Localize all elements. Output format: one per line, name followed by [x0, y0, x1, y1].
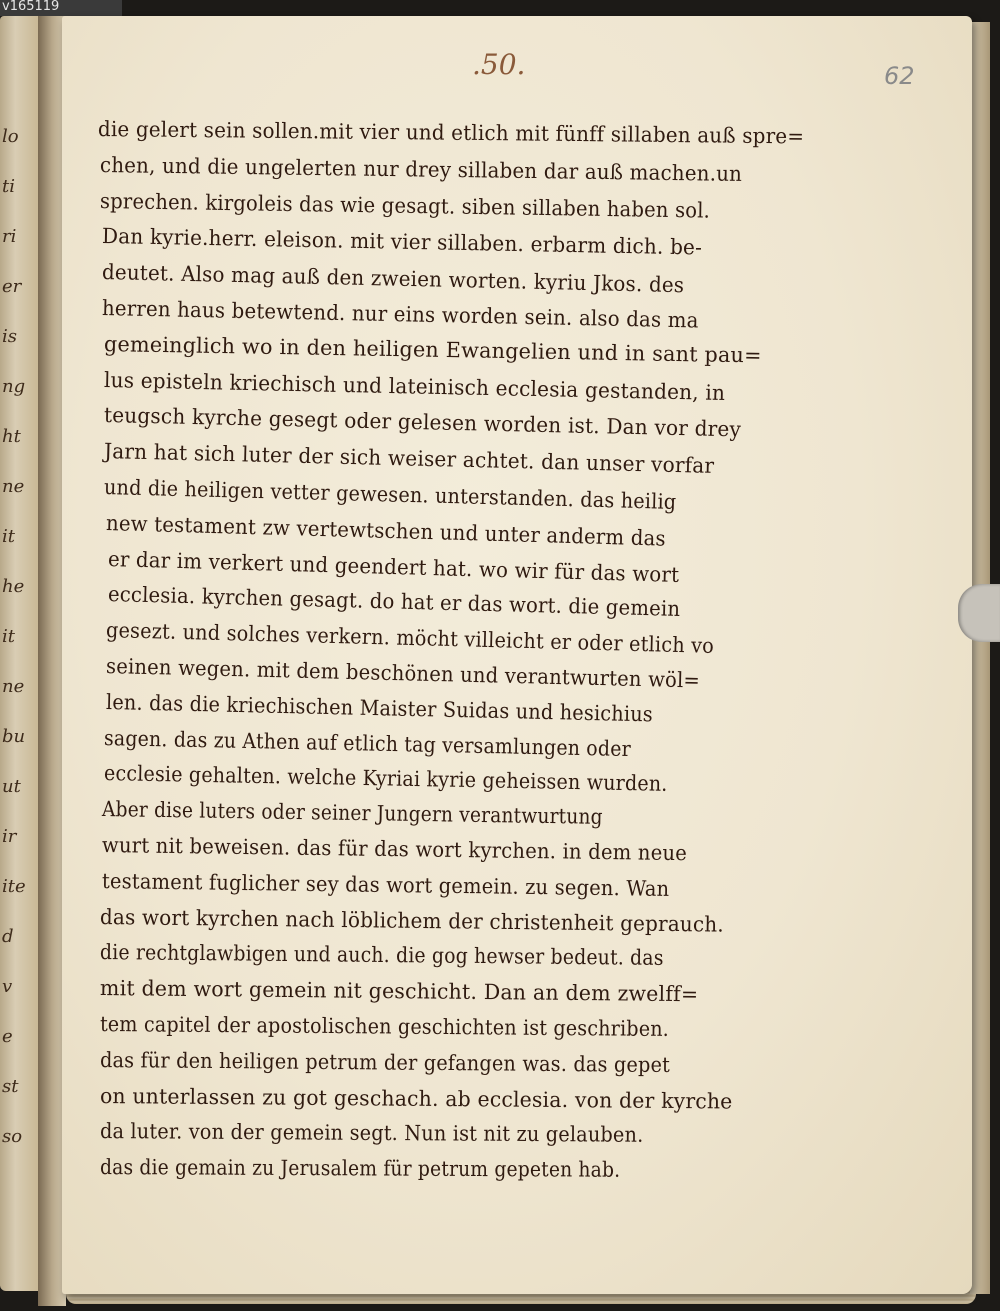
previous-page-fragment: ti: [2, 176, 15, 197]
previous-page-fragment: he: [2, 576, 25, 597]
previous-page-fragment: ir: [2, 826, 17, 847]
text-line: gemeinglich wo in den heiligen Ewangelien und in sant pau=: [103, 331, 762, 368]
text-line: chen, und die ungelerten nur drey sillaben dar auß machen.un: [99, 152, 743, 186]
previous-page-fragment: bu: [2, 726, 26, 747]
previous-page-fragment: ne: [2, 676, 25, 697]
leaf-number: 62: [884, 62, 915, 90]
previous-page-fragment: is: [2, 326, 17, 347]
text-line: da luter. von der gemein segt. Nun ist nit zu gelauben.: [99, 1119, 644, 1148]
text-line: wurt nit beweisen. das für das wort kyrchen. in dem neue: [101, 832, 688, 866]
previous-page-fragment: d: [2, 926, 14, 947]
text-line: die rechtglawbigen und auch. die gog hewser bedeut. das: [99, 940, 664, 971]
text-line: lus episteln kriechisch und lateinisch ecclesia gestanden, in: [103, 367, 726, 405]
manuscript-text: [98, 112, 858, 1186]
text-line: len. das die kriechischen Maister Suidas und hesichius: [105, 689, 654, 727]
text-line: das für den heiligen petrum der gefangen was. das gepet: [99, 1047, 671, 1077]
text-line: sprechen. kirgoleis das wie gesagt. siben sillaben haben sol.: [99, 188, 711, 223]
bookmark-tab: [958, 584, 1000, 642]
text-line: die gelert sein sollen.mit vier und etlich mit fünff sillaben auß spre=: [97, 117, 805, 149]
text-line: teugsch kyrche gesegt oder gelesen worden ist. Dan vor drey: [103, 403, 742, 442]
text-line: gesezt. und solches verkern. möcht villeicht er oder etlich vo: [105, 618, 715, 659]
previous-page-fragment: it: [2, 626, 15, 647]
text-line: Jarn hat sich luter der sich weiser achtet. dan unser vorfar: [103, 439, 715, 479]
text-line: Dan kyrie.herr. eleison. mit vier sillaben. erbarm dich. be-: [101, 224, 703, 260]
text-line: sagen. das zu Athen auf etlich tag versamlungen oder: [103, 725, 632, 761]
text-line: on unterlassen zu got geschach. ab ecclesia. von der kyrche: [99, 1083, 733, 1114]
previous-page-fragment: ut: [2, 776, 21, 797]
previous-page-fragment: ne: [2, 476, 25, 497]
previous-page-fragment: lo: [2, 126, 19, 147]
text-line: das wort kyrchen nach löblichem der christenheit geprauch.: [99, 904, 724, 937]
previous-page-fragment: it: [2, 526, 15, 547]
text-line: seinen wegen. mit dem beschönen und verantwurten wöl=: [105, 653, 701, 693]
previous-page-fragment: e: [2, 1026, 13, 1047]
text-line: ecclesie gehalten. welche Kyriai kyrie geheissen wurden.: [103, 761, 668, 797]
text-line: deutet. Also mag auß den zweien worten. kyriu Jkos. des: [101, 260, 685, 298]
text-line: tem capitel der apostolischen geschichten ist geschriben.: [99, 1011, 670, 1041]
text-line: ecclesia. kyrchen gesagt. do hat er das wort. die gemein: [107, 582, 681, 622]
text-line: Aber dise luters oder seiner Jungern verantwurtung: [101, 797, 603, 830]
text-line: das die gemain zu Jerusalem für petrum gepeten hab.: [99, 1155, 621, 1182]
previous-page-fragment: er: [2, 276, 22, 297]
text-line: und die heiligen vetter gewesen. unterstanden. das heilig: [103, 474, 677, 514]
previous-page-fragment: ng: [2, 376, 26, 397]
folio-mark: .50.: [472, 48, 526, 81]
previous-page-fragment: v: [2, 976, 13, 997]
image-id-label: v165119: [0, 0, 122, 16]
previous-page-fragment: ri: [2, 226, 17, 247]
right-page-edge: [970, 22, 990, 1294]
text-line: mit dem wort gemein nit geschicht. Dan an dem zwelff=: [99, 976, 699, 1007]
previous-page-fragment: st: [2, 1076, 19, 1097]
previous-page-fragment: so: [2, 1126, 23, 1147]
previous-page-fragment: ite: [2, 876, 26, 897]
text-line: er dar im verkert und geendert hat. wo wir für das wort: [107, 546, 680, 587]
previous-page-edge: [0, 16, 38, 1291]
previous-page-fragment: ht: [2, 426, 21, 447]
text-line: testament fuglicher sey das wort gemein. zu segen. Wan: [101, 868, 670, 901]
text-line: herren haus betewtend. nur eins worden sein. also das ma: [101, 295, 699, 333]
text-line: new testament zw vertewtschen und unter anderm das: [105, 510, 667, 551]
